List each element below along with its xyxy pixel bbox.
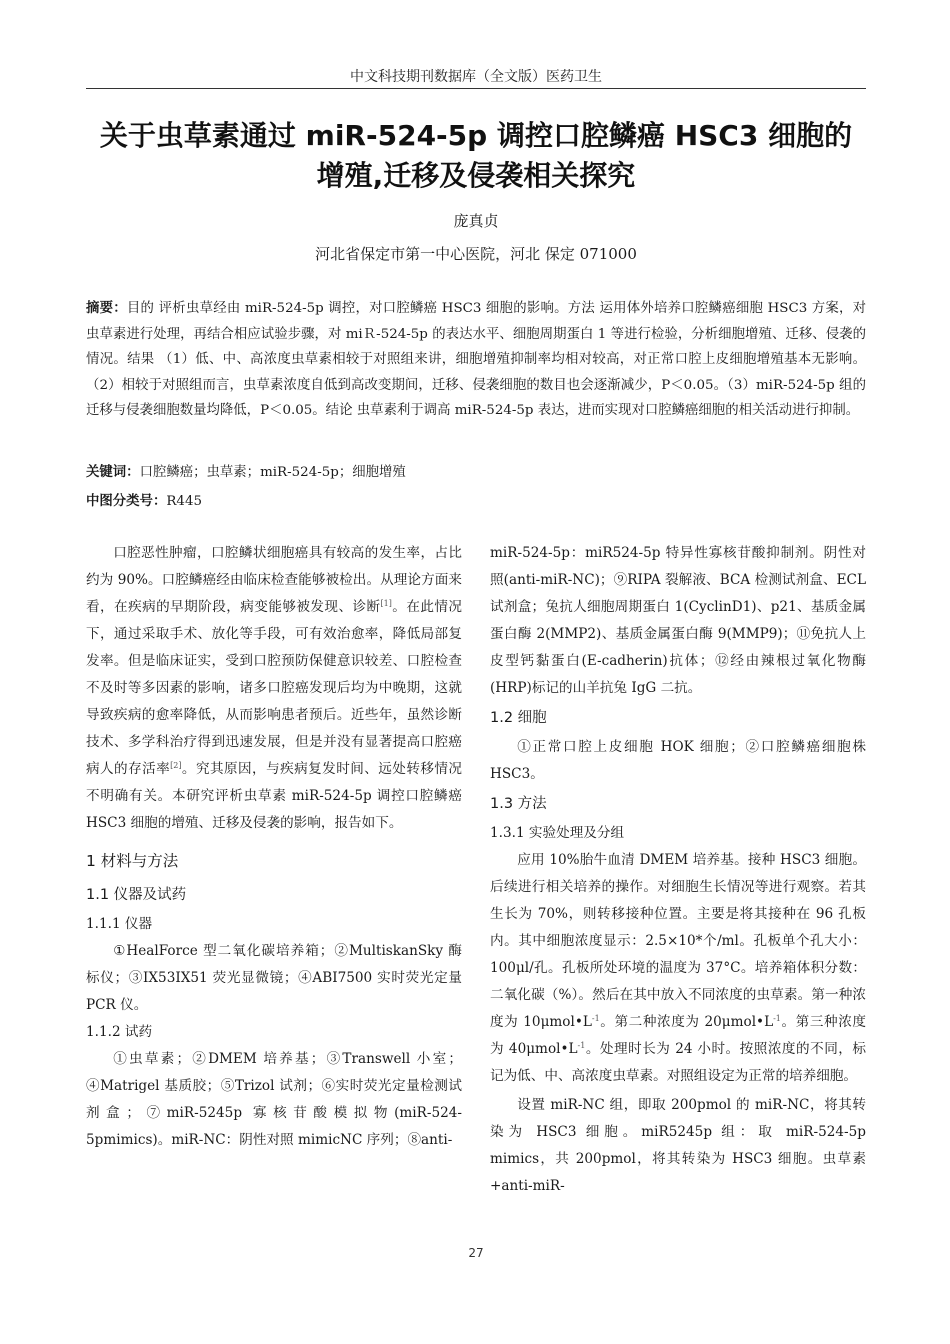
page-number: 27 [468,1246,484,1260]
section-heading-1-3-1: 1.3.1 实验处理及分组 [490,825,625,841]
clc-text: R445 [166,494,202,509]
journal-header: 中文科技期刊数据库（全文版）医药卫生 [350,69,602,85]
reagents-continued: miR-524-5p：miR524-5p 特异性寡核苷酸抑制剂。阴性对照(anti-miR-NC)；⑨RIPA 裂解液、BCA 检测试剂盒、ECL 试剂盒；兔抗人细胞周期蛋白 1(CyclinD1)、p21、基质金属蛋白酶 2(MMP2)、基质金属蛋白酶 9(MMP9)；⑪免抗人上皮型钙黏蛋白(E-cadherin)抗体；⑫经由辣根过氧化物酶(HRP)标记的山羊抗兔 IgG 二抗。 [490,545,866,696]
abstract-label: 摘要： [86,301,127,316]
section-heading-1: 1 材料与方法 [86,852,179,870]
citation-1[interactable]: [1] [380,599,392,608]
classification-number [86,490,866,509]
reagents-paragraph: ①虫草素；②DMEM 培养基；③Transwell 小室；④Matrigel 基质胶；⑤Trizol 试剂；⑥实时荧光定量检测试剂盒；⑦miR-5245p 寡核苷酸模拟物(miR-524-5pmimics)。miR-NC：阴性对照 mimicNC 序列；⑧anti- [86,1051,462,1148]
keywords [86,461,866,480]
keywords-text: 口腔鳞癌；虫草素；miR-524-5p；细胞增殖 [139,465,406,480]
section-heading-1-1-2: 1.1.2 试药 [86,1024,153,1040]
affiliation: 河北省保定市第一中心医院，河北 保定 071000 [315,245,637,263]
method-paragraph: 应用 10%胎牛血清 DMEM 培养基。接种 HSC3 细胞。后续进行相关培养的操作。对细胞生长情况等进行观察。若其生长为 70%，则转移接种位置。主要是将其接种在 96 孔板内。其中细胞浓度显示：2.5×10*个/ml。孔板单个孔大小：100μl/孔。孔板所处环境的温度为 37°C。培养箱体积分数：二氧化碳（%）。然后在其中放入不同浓度的虫草素。第一种浓度为 $10\mu mol•L^{-1}$。第二种浓度为 $20\mu mol•L^{-1}$。第三种浓度为 $40\mu mol•L^{-1}$。处理时长为 24 小时。按照浓度的不同，标记为低、中、高浓度虫草素。对照组设定为正常的培养细胞。 [490,852,867,1084]
section-heading-1-1: 1.1 仪器及试药 [86,887,187,903]
section-heading-1-1-1: 1.1.1 仪器 [86,916,153,932]
right-column [490,540,866,1200]
section-heading-1-2: 1.2 细胞 [490,710,547,726]
intro-paragraph: 口腔恶性肿瘤，口腔鳞状细胞癌具有较高的发生率，占比约为 90%。口腔鳞癌经由临床检查能够被检出。从理论方面来看，在疾病的早期阶段，病变能够被发现、诊断[1]。在此情况下，通过采取手术、放化等手段，可有效治愈率，降低局部复发率。但是临床证实，受到口腔预防保健意识较差、口腔检查不及时等多因素的影响，诸多口腔癌发现后均为中晚期，这就导致疾病的愈率降低，从而影响患者预后。近些年，虽然诊断技术、多学科治疗得到迅速发展，但是并没有显著提高口腔癌病人的存活率[2]。究其原因，与疾病复发时间、远处转移情况不明确有关。本研究评析虫草素 miR-524-5p 调控口腔鳞癌 HSC3 细胞的增殖、迁移及侵袭的影响，报告如下。 [86,545,463,831]
abstract-text: 目的 评析虫草经由 miR-524-5p 调控，对口腔鳞癌 HSC3 细胞的影响。方法 运用体外培养口腔鳞癌细胞 HSC3 方案，对虫草素进行处理，再结合相应试验步骤，对 miＲ-524-5p 的表达水平、细胞周期蛋白 1 等进行检验，分析细胞增殖、迁移、侵袭的情况。结果 （1）低、中、高浓度虫草素相较于对照组来讲，细胞增殖抑制率均相对较高，对正常口腔上皮细胞增殖基本无影响。（2）相较于对照组而言，虫草素浓度自低到高改变期间，迁移、侵袭细胞的数目也会逐渐减少，P＜0.05。（3）miR-524-5p 组的迁移与侵袭细胞数量均降低，P＜0.05。结论 虫草素利于调高 miR-524-5p 表达，进而实现对口腔鳞癌细胞的相关活动进行抑制。 [86,301,867,418]
header-rule [86,88,866,89]
left-column [86,540,462,1154]
abstract [86,296,866,424]
clc-label: 中图分类号： [86,494,167,509]
keywords-label: 关键词： [86,465,140,480]
paper-title [86,116,866,196]
title-line-1: 关于虫草素通过 miR-524-5p 调控口腔鳞癌 HSC3 细胞的 [99,119,853,152]
citation-2[interactable]: [2] [170,761,182,770]
instruments-paragraph: ①HealForce 型二氧化碳培养箱；②MultiskanSky 酶标仪；③IX53IX51 荧光显微镜；④ABI7500 实时荧光定量 PCR 仪。 [86,943,462,1013]
grouping-paragraph: 设置 miR-NC 组，即取 200pmol 的 miR-NC，将其转染为 HSC3 细胞。miR5245p 组：取 miR-524-5p mimics，共 200pmol，将其转染为 HSC3 细胞。虫草素+anti-miR- [490,1097,866,1194]
section-heading-1-3: 1.3 方法 [490,796,547,812]
title-line-2: 增殖,迁移及侵袭相关探究 [316,159,636,192]
author: 庞真贞 [453,212,499,230]
cells-paragraph: ①正常口腔上皮细胞 HOK 细胞；②口腔鳞癌细胞株 HSC3。 [490,739,866,782]
